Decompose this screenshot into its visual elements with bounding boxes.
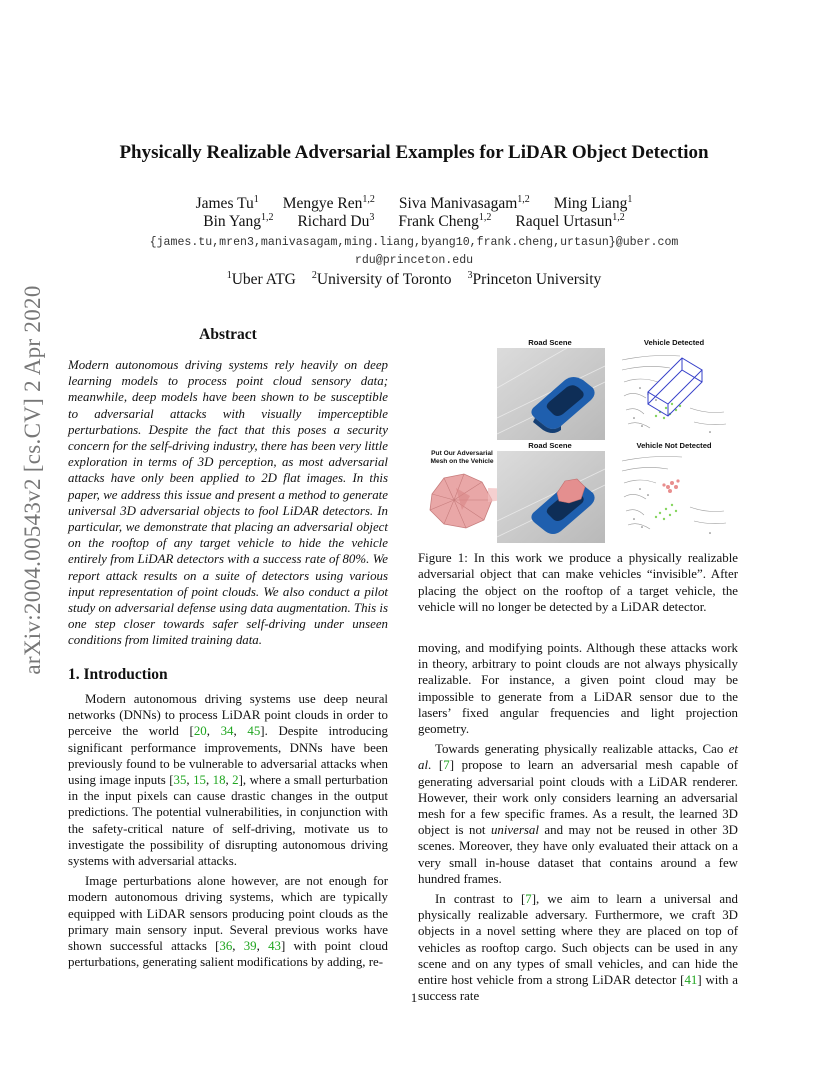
author-affiliation-marker: 1,2 bbox=[362, 194, 375, 205]
citation-link[interactable]: 36 bbox=[219, 939, 233, 954]
citation-link[interactable]: 18 bbox=[212, 773, 226, 788]
authors-line-1 bbox=[80, 194, 748, 213]
author-affiliation-marker: 1,2 bbox=[478, 212, 492, 223]
emphasis-text: universal bbox=[490, 823, 539, 838]
intro-paragraph-1: Modern autonomous driving systems use deep neural networks (DNNs) to process LiDAR point clouds in order to perceive the world [20, 34, 45]. Despite introducing significant performance improvements, DNNs have been previously found to be vulnerable to adversarial attacks when using image inputs [35, 15, 18, 2], where a small perturbation in the input pixels can cause drastic changes in the output predictions. The potential vulnerabilities, in conjunction with the safety-critical nature of self-driving, motivate us to investigate the possibility of disrupting autonomous driving systems with adversarial attacks. bbox=[68, 692, 388, 869]
author-affiliation-marker: 3 bbox=[369, 212, 375, 223]
author-name: Raquel Urtasun$^{1,2}$ bbox=[515, 212, 625, 231]
author-name: Frank Cheng$^{1,2}$ bbox=[398, 212, 492, 231]
right-paragraph-2: Towards generating physically realizable attacks, Cao et al. [7] propose to learn an adversarial mesh capable of generating adversarial point clouds with a LiDAR renderer. However, their work only considers learning an adversarial mesh for a few specific frames. As a result, the learned 3D object is not universal and may not be reused in other 3D scenes. Moreover, they have only evaluated their attack on a very small in-house dataset that contains around a few hundred frames. bbox=[418, 742, 738, 886]
right-paragraph-3: In contrast to [7], we aim to learn a universal and physically realizable adversary. Furthermore, we craft 3D objects in a novel setting where they are placed on top of vehicles as rooftop cargo. Such objects can be used in any scene and on any types of small vehicles, and can hide the entire host vehicle from a strong LiDAR detector [41] with a success rate bbox=[418, 892, 739, 1004]
abstract-text: Modern autonomous driving systems rely heavily on deep learning models to process point cloud sensory data; meanwhile, deep models have been shown to be susceptible to adversarial attacks with visually imperceptible perturbations. Despite the fact that this poses a security concern for the self-driving industry, there has been very little exploration in terms of 3D perception, as most adversarial attacks have only been applied to 2D flat images. In this paper, we address this issue and present a method to generate universal 3D adversarial objects to fool LiDAR detectors. In particular, we demonstrate that placing an adversarial object on the rooftop of any target vehicle to hide the vehicle entirely from LiDAR detectors with a success rate of 80%. We report attack results on a suite of detectors using various input representation of point clouds. We also conduct a pilot study on adversarial defense using data augmentation. This is one step closer towards safer self-driving under unseen conditions from limited training data. bbox=[68, 358, 388, 648]
intro-paragraph-2: Image perturbations alone however, are not enough for modern autonomous driving systems, which are typically equipped with LiDAR sensors producing point clouds as the primary main sensory input. Several previous works have shown successful attacks [36, 39, 43] with point cloud perturbations, generating salient modifications by adding, re- bbox=[68, 874, 388, 970]
author-name: Mengye Ren$^{1,2}$ bbox=[282, 194, 375, 213]
author-name: Bin Yang$^{1,2}$ bbox=[203, 212, 274, 231]
author-affiliation-marker: 1 bbox=[627, 194, 633, 205]
citation-link[interactable]: 35 bbox=[173, 773, 187, 788]
author-name: Richard Du$^3$ bbox=[297, 212, 375, 231]
citation-link[interactable]: 45 bbox=[247, 724, 261, 739]
introduction-left-column bbox=[68, 691, 388, 970]
introduction-heading: 1. Introduction bbox=[68, 666, 168, 683]
affiliation: $^3$Princeton University bbox=[467, 270, 602, 289]
adversarial-mesh-icon bbox=[430, 474, 492, 528]
label-adversarial-mesh bbox=[422, 450, 502, 466]
arxiv-side-identifier bbox=[14, 285, 52, 675]
adversarial-mesh-panel bbox=[426, 470, 496, 532]
road-scene-panel-top bbox=[497, 348, 605, 440]
label-road-scene-bottom: Road Scene bbox=[528, 441, 572, 450]
affiliation: $^1$Uber ATG bbox=[226, 270, 296, 289]
affiliations bbox=[60, 270, 768, 289]
author-name: Siva Manivasagam$^{1,2}$ bbox=[398, 194, 530, 213]
author-affiliation-marker: 1,2 bbox=[517, 194, 530, 205]
citation-link[interactable]: 34 bbox=[220, 724, 234, 739]
introduction-right-column bbox=[418, 640, 738, 1004]
citation-link[interactable]: 43 bbox=[268, 939, 281, 954]
citation-link[interactable]: 39 bbox=[243, 939, 257, 954]
paper-title: Physically Realizable Adversarial Examples for LiDAR Object Detection bbox=[119, 142, 709, 163]
label-mesh-line-2: Mesh on the Vehicle bbox=[430, 458, 494, 465]
citation-link[interactable]: 41 bbox=[684, 973, 698, 988]
citation-link[interactable]: 2 bbox=[232, 773, 239, 788]
arxiv-identifier-text: arXiv:2004.00543v2 [cs.CV] 2 Apr 2020 bbox=[20, 285, 45, 675]
figure-1 bbox=[418, 330, 740, 540]
author-affiliation-marker: 1 bbox=[253, 194, 259, 205]
label-vehicle-detected: Vehicle Detected bbox=[643, 338, 705, 347]
author-affiliation-marker: 1,2 bbox=[260, 212, 274, 223]
author-name: James Tu$^1$ bbox=[195, 194, 259, 213]
lidar-detected-panel bbox=[620, 348, 728, 440]
lidar-not-detected-panel bbox=[620, 451, 728, 543]
label-road-scene-top: Road Scene bbox=[528, 338, 572, 347]
emphasis-text: et al bbox=[418, 742, 738, 773]
citation-link[interactable]: 7 bbox=[443, 758, 450, 773]
label-vehicle-not-detected: Vehicle Not Detected bbox=[636, 441, 712, 450]
author-affiliation-marker: 1,2 bbox=[612, 212, 625, 223]
label-mesh-line-1: Put Our Adversarial bbox=[431, 450, 493, 457]
figure-1-caption: Figure 1: In this work we produce a physically realizable adversarial object that can make vehicles “invisible”. After placing the object on the rooftop of a target vehicle, the vehicle will no longer be detected by a LiDAR detector. bbox=[418, 551, 738, 614]
abstract-heading: Abstract bbox=[199, 326, 257, 343]
author-emails: {james.tu,mren3,manivasagam,ming.liang,byang10,frank.cheng,urtasun}@uber.com bbox=[149, 236, 679, 249]
page-number: 1 bbox=[410, 990, 418, 1005]
author-email-princeton: rdu@princeton.edu bbox=[354, 254, 474, 267]
author-name: Ming Liang$^1$ bbox=[553, 194, 633, 213]
citation-link[interactable]: 20 bbox=[193, 724, 207, 739]
right-paragraph-1: moving, and modifying points. Although these attacks work in theory, arbitrary to point clouds are not always physically realizable. For instance, a given point cloud may be impossible to generate from a LiDAR sensor due to the lasers’ fixed angular frequencies and light projection geometry. bbox=[418, 641, 738, 737]
affiliation: $^2$University of Toronto bbox=[311, 270, 452, 289]
authors-line-2 bbox=[80, 212, 748, 231]
road-scene-panel-bottom bbox=[497, 451, 605, 543]
citation-link[interactable]: 7 bbox=[525, 892, 532, 907]
citation-link[interactable]: 15 bbox=[193, 773, 206, 788]
